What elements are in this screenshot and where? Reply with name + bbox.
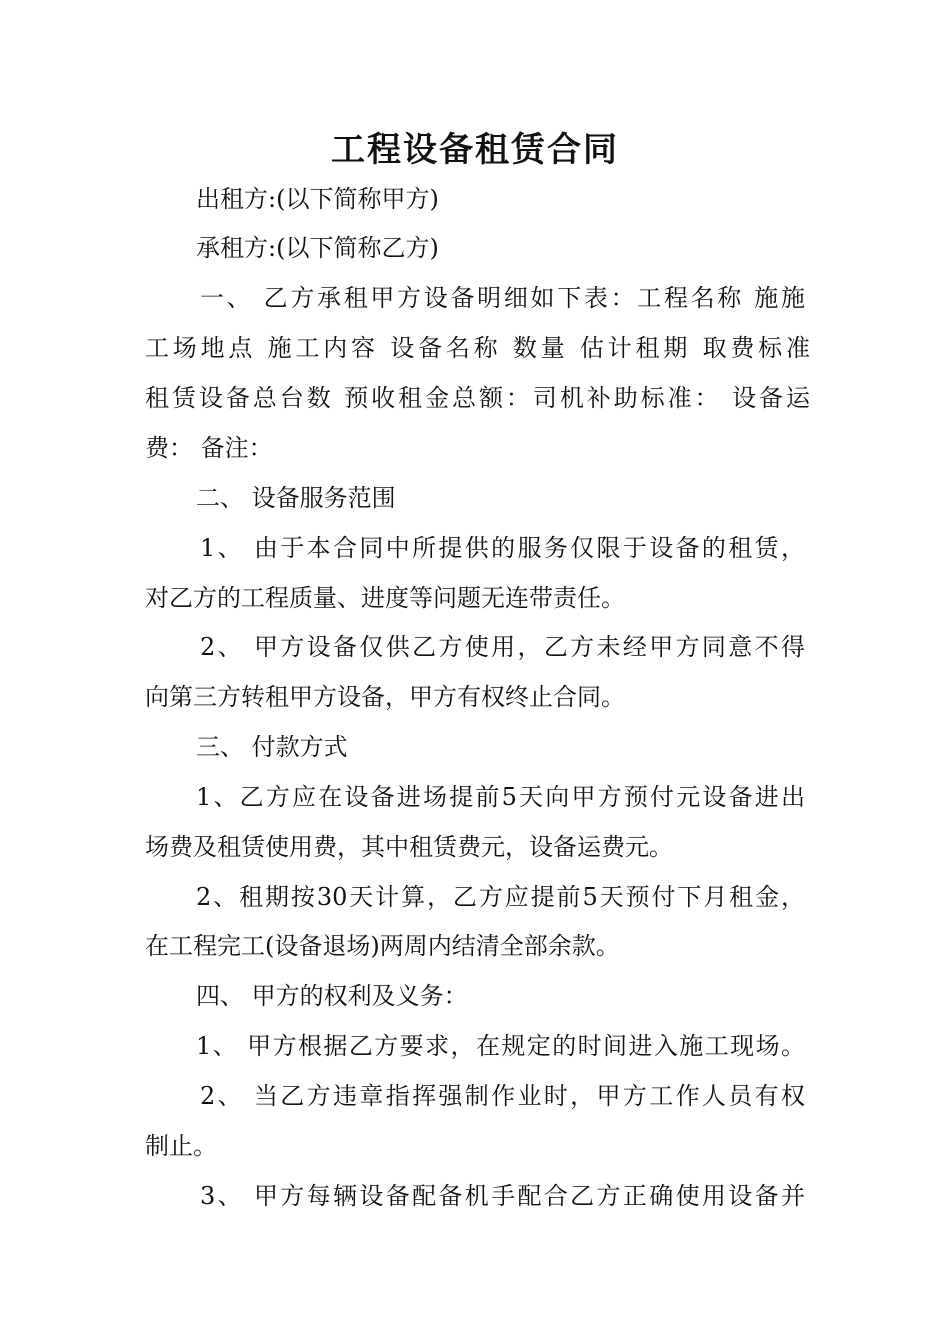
- section-1-line-3: 租赁设备总台数 预收租金总额：司机补助标准： 设备运: [145, 384, 810, 412]
- section-3-item-1-line-2: 场费及租赁使用费，其中租赁费元，设备运费元。: [145, 833, 673, 861]
- section-4-heading: 四、 甲方的权利及义务：: [196, 982, 468, 1010]
- section-2-item-1-line-1: 1、 由于本合同中所提供的服务仅限于设备的租赁，: [200, 534, 805, 562]
- section-1-line-4: 费： 备注：: [145, 434, 273, 462]
- section-1-line-2: 工场地点 施工内容 设备名称 数量 估计租期 取费标准: [145, 334, 810, 362]
- section-2-heading: 二、 设备服务范围: [196, 484, 396, 512]
- section-3-item-2-line-2: 在工程完工(设备退场)两周内结清全部余款。: [145, 932, 620, 960]
- lessor-line: 出租方:(以下简称甲方): [196, 185, 439, 213]
- section-2-item-2-line-2: 向第三方转租甲方设备，甲方有权终止合同。: [145, 683, 625, 711]
- section-3-item-1-line-1: 1、乙方应在设备进场提前5天向甲方预付元设备进出: [196, 783, 805, 811]
- document-title: 工程设备租赁合同: [331, 130, 619, 170]
- section-4-item-1: 1、 甲方根据乙方要求，在规定的时间进入施工现场。: [196, 1032, 805, 1060]
- section-4-item-3-line-1: 3、 甲方每辆设备配备机手配合乙方正确使用设备并: [200, 1182, 805, 1210]
- section-3-heading: 三、 付款方式: [196, 733, 348, 761]
- section-2-item-2-line-1: 2、 甲方设备仅供乙方使用，乙方未经甲方同意不得: [200, 633, 805, 661]
- section-2-item-1-line-2: 对乙方的工程质量、进度等问题无连带责任。: [145, 584, 625, 612]
- lessee-line: 承租方:(以下简称乙方): [196, 234, 439, 262]
- section-4-item-2-line-2: 制止。: [145, 1132, 217, 1160]
- section-4-item-2-line-1: 2、 当乙方违章指挥强制作业时，甲方工作人员有权: [200, 1082, 805, 1110]
- section-1-line-1: 一、 乙方承租甲方设备明细如下表：工程名称 施施: [200, 284, 805, 312]
- section-3-item-2-line-1: 2、租期按30天计算，乙方应提前5天预付下月租金，: [196, 883, 805, 911]
